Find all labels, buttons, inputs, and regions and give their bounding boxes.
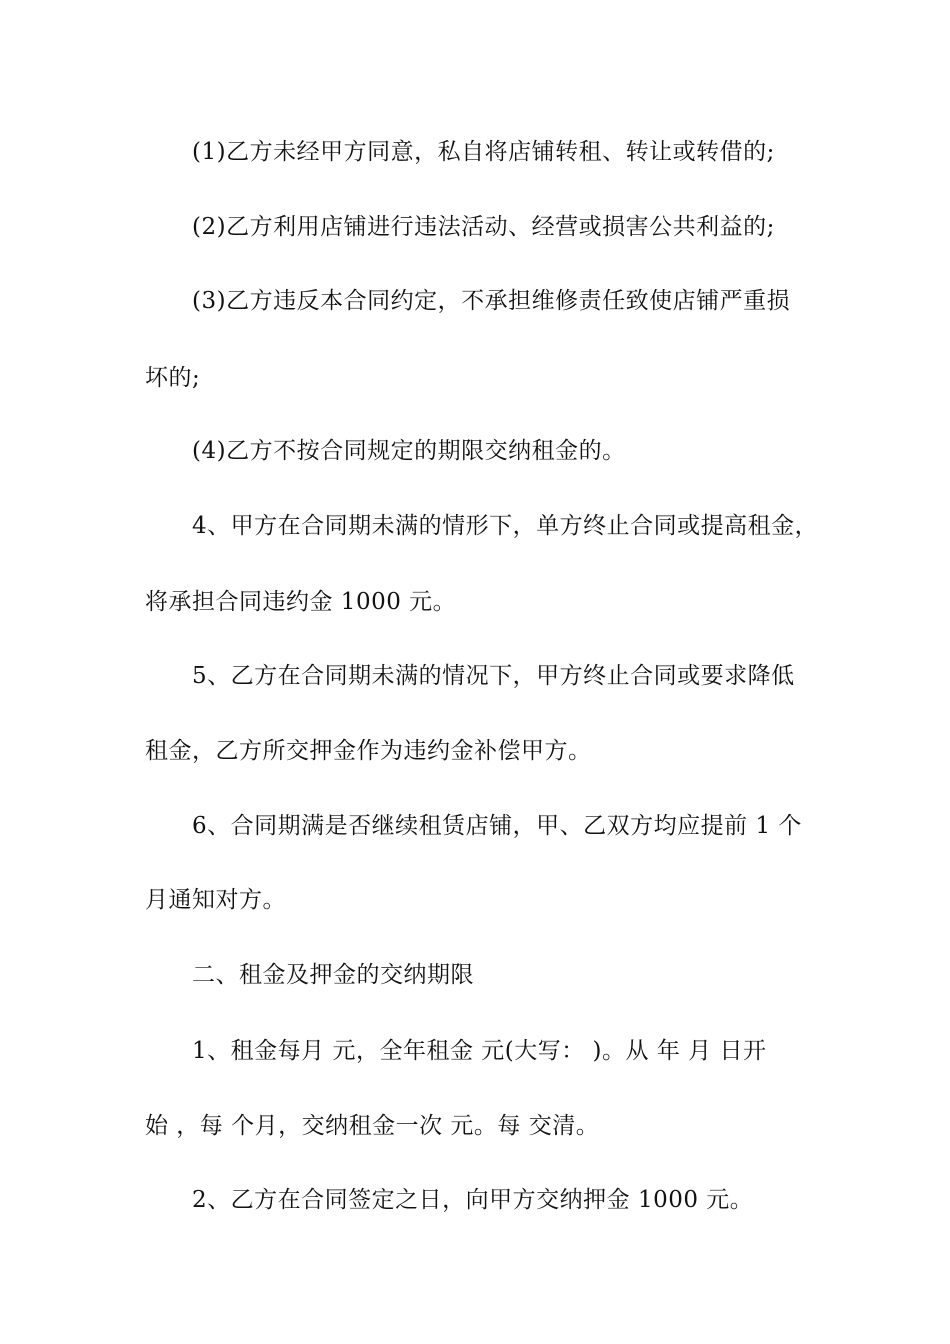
- clause-1-4: (4)乙方不按合同规定的期限交纳租金的。: [192, 438, 626, 464]
- clause-5-continued: 租金，乙方所交押金作为违约金补偿甲方。: [145, 738, 592, 764]
- clause-6-continued: 月通知对方。: [145, 887, 286, 913]
- rent-clause-1-continued: 始 ，每 个月，交纳租金一次 元。每 交清。: [145, 1113, 600, 1139]
- clause-1-2: (2)乙方利用店铺进行违法活动、经营或损害公共利益的;: [192, 214, 775, 240]
- rent-clause-2: 2、乙方在合同签定之日，向甲方交纳押金 1000 元。: [192, 1187, 754, 1213]
- clause-4-continued: 将承担合同违约金 1000 元。: [145, 589, 457, 615]
- clause-5: 5、乙方在合同期未满的情况下，甲方终止合同或要求降低: [192, 663, 795, 689]
- clause-4: 4、甲方在合同期未满的情形下，单方终止合同或提高租金，: [192, 513, 819, 539]
- section-heading-rent-deposit: 二、租金及押金的交纳期限: [192, 962, 474, 988]
- clause-6: 6、合同期满是否继续租赁店铺，甲、乙双方均应提前 1 个: [192, 813, 802, 839]
- clause-1-1: (1)乙方未经甲方同意，私自将店铺转租、转让或转借的;: [192, 139, 775, 165]
- rent-clause-1: 1、租金每月 元，全年租金 元(大写： )。从 年 月 日开: [192, 1038, 767, 1064]
- clause-1-3: (3)乙方违反本合同约定，不承担维修责任致使店铺严重损: [192, 288, 791, 314]
- clause-1-3-continued: 坏的;: [145, 365, 201, 391]
